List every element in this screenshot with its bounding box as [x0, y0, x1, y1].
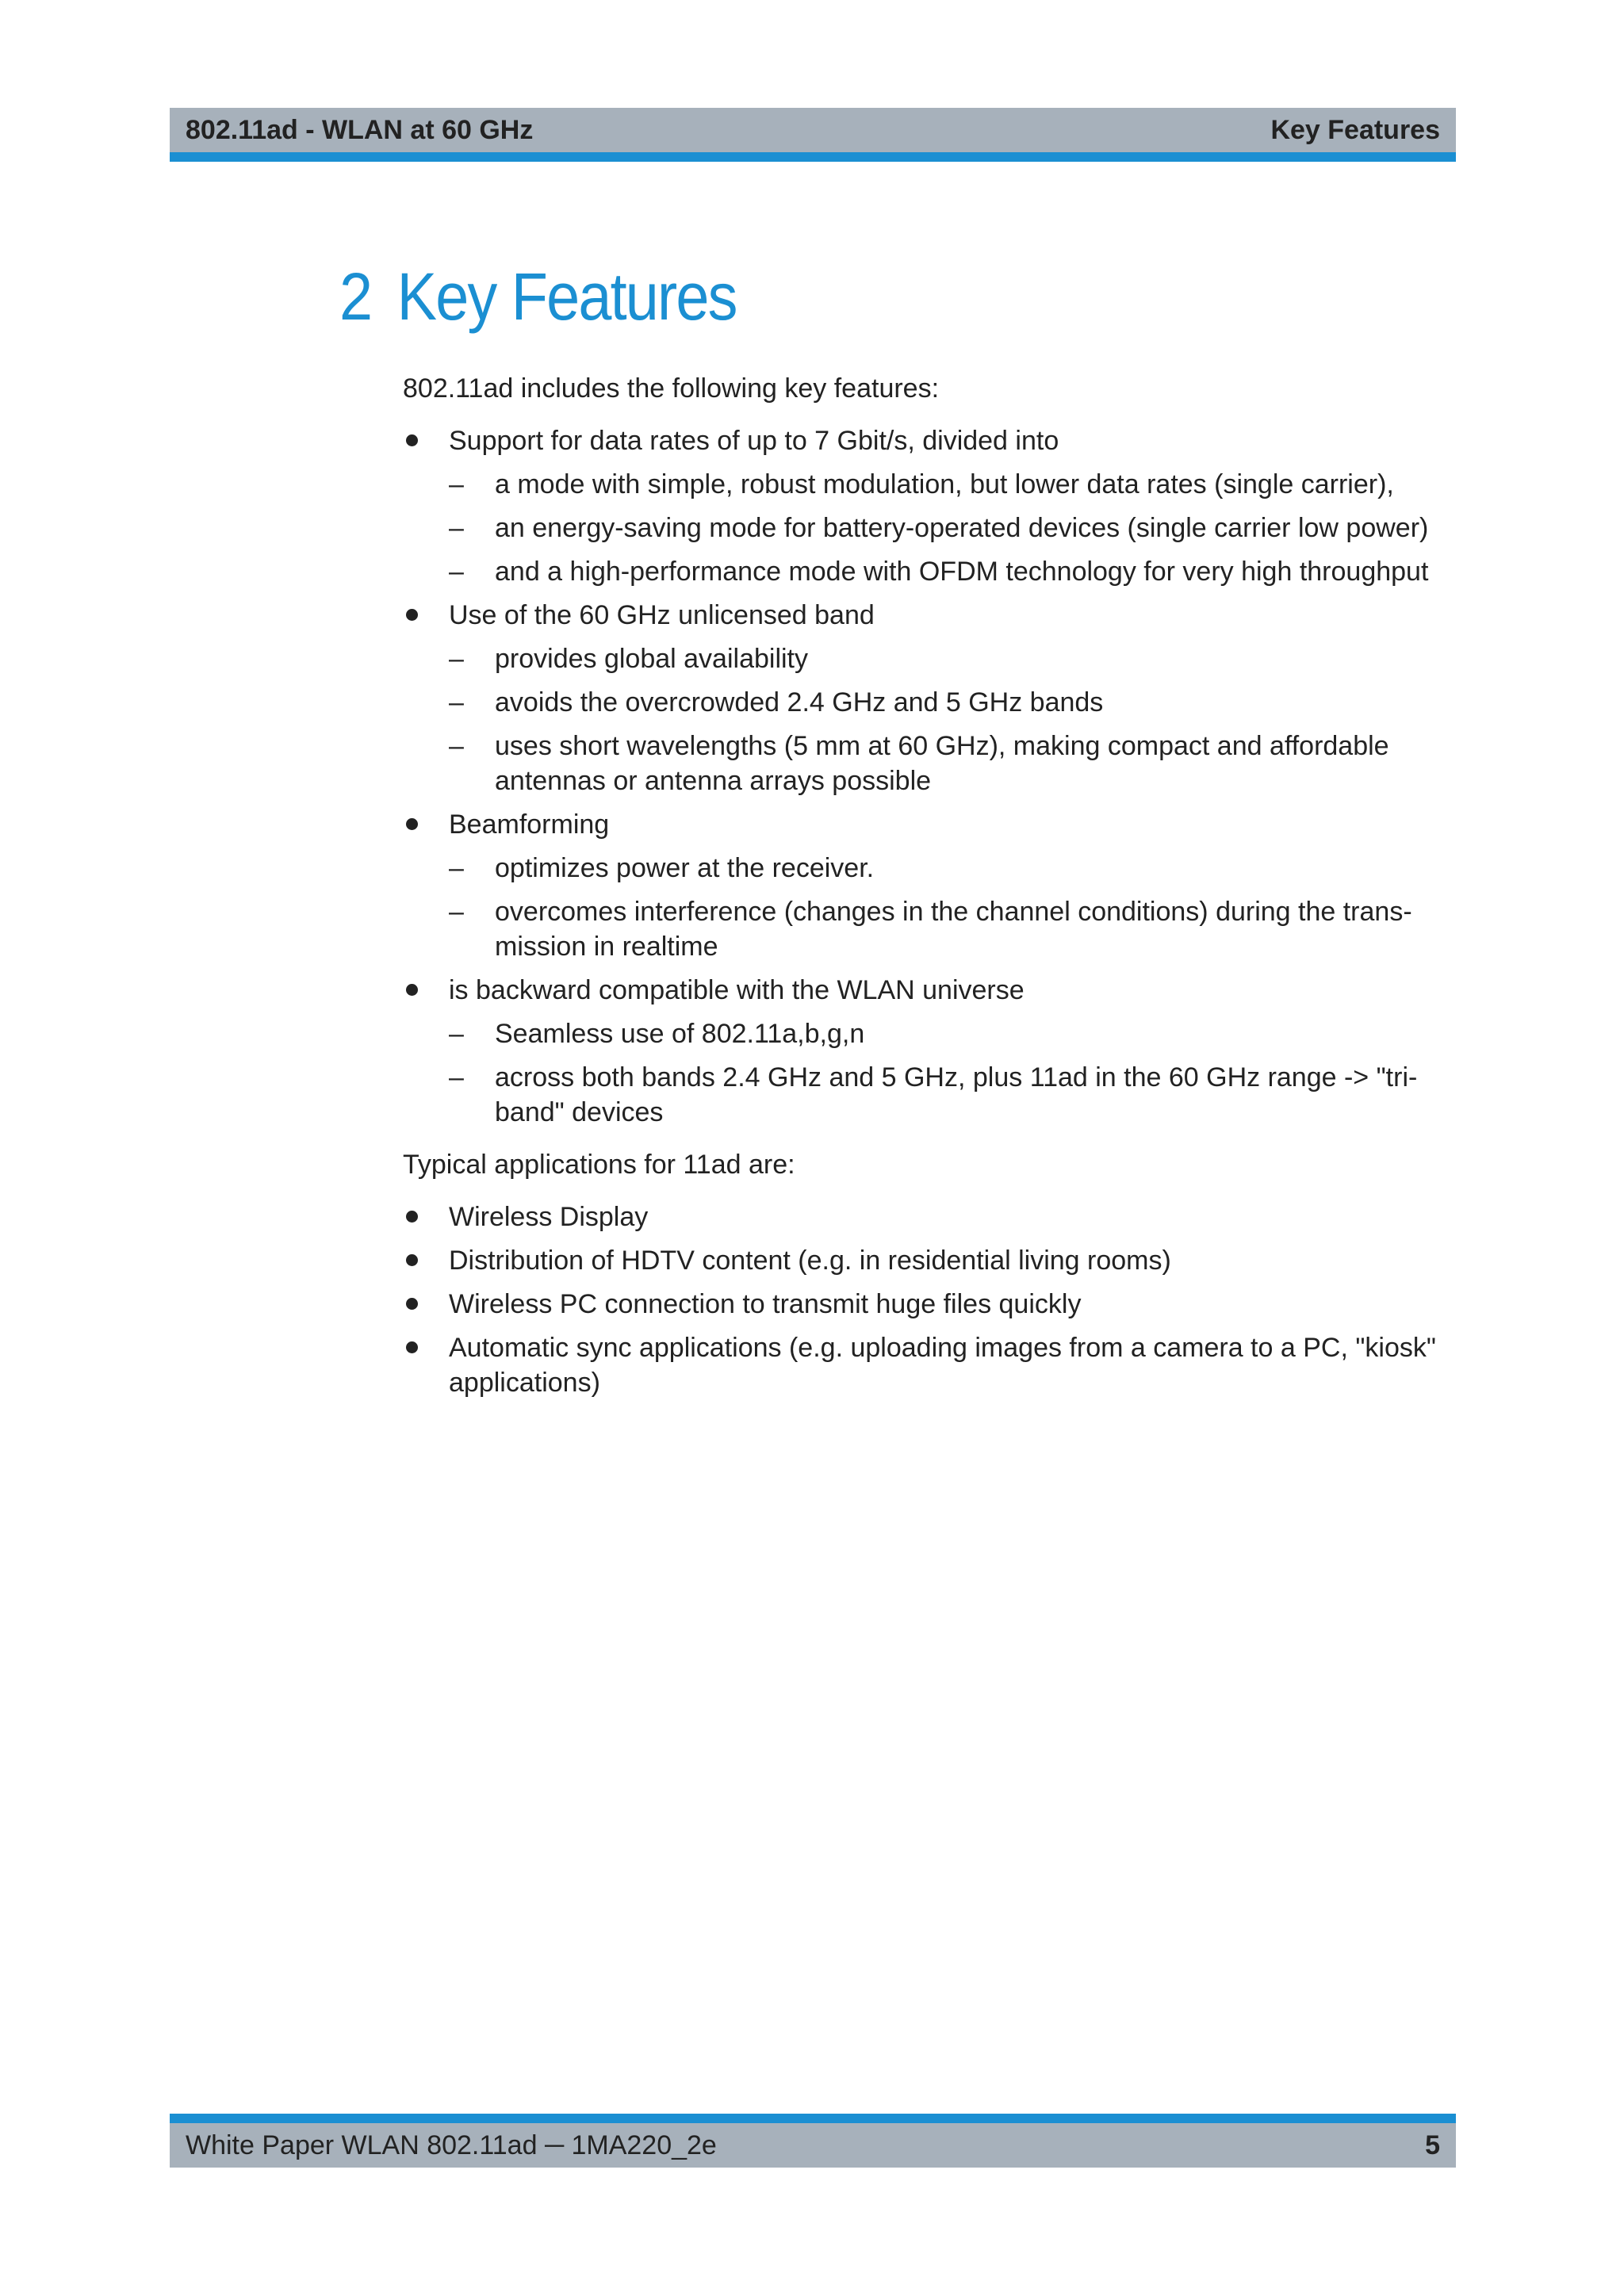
- application-text: Wireless PC connection to transmit huge files quickly: [449, 1289, 1082, 1319]
- bullet-icon: [406, 1298, 418, 1310]
- sub-item: [403, 641, 1457, 676]
- feature-text: Beamforming: [449, 809, 610, 840]
- main-content: [403, 371, 1457, 1409]
- sub-item-text: across both bands 2.4 GHz and 5 GHz, plus 11ad in the 60 GHz range -> "tri-band" devices: [495, 1062, 1418, 1127]
- sub-item-text: Seamless use of 802.11a,b,g,n: [495, 1019, 865, 1049]
- sub-item: [403, 554, 1457, 589]
- sub-item-text: optimizes power at the receiver.: [495, 853, 875, 883]
- sub-item-text: uses short wavelengths (5 mm at 60 GHz), making compact and affordable antennas or antenna arrays possible: [495, 731, 1389, 796]
- sub-item-text: avoids the overcrowded 2.4 GHz and 5 GHz bands: [495, 687, 1104, 718]
- sub-item: [403, 685, 1457, 720]
- intro-paragraph: 802.11ad includes the following key features:: [403, 373, 940, 404]
- dash-icon: –: [449, 1019, 464, 1049]
- dash-icon: –: [449, 469, 464, 499]
- feature-list: [403, 423, 1457, 1130]
- feature-item: [403, 973, 1457, 1130]
- bullet-icon: [406, 434, 418, 446]
- dash-icon: –: [449, 897, 464, 927]
- bullet-icon: [406, 818, 418, 830]
- sub-item-text: an energy-saving mode for battery-operated devices (single carrier low power): [495, 513, 1429, 543]
- application-text: Automatic sync applications (e.g. uploading images from a camera to a PC, "kiosk" applications): [449, 1333, 1436, 1398]
- sub-item: [403, 729, 1457, 798]
- feature-item: [403, 598, 1457, 798]
- sub-item: [403, 1016, 1457, 1051]
- sub-item: [403, 851, 1457, 886]
- sub-item-text: a mode with simple, robust modulation, but lower data rates (single carrier),: [495, 469, 1394, 499]
- application-item: [403, 1330, 1457, 1400]
- application-text: Distribution of HDTV content (e.g. in residential living rooms): [449, 1246, 1171, 1276]
- application-text: Wireless Display: [449, 1202, 649, 1232]
- dash-icon: –: [449, 687, 464, 718]
- sub-item: [403, 894, 1457, 964]
- footer-document-id: White Paper WLAN 802.11ad ─ 1MA220_2e: [186, 2130, 717, 2160]
- running-footer: [170, 2114, 1456, 2168]
- application-item: [403, 1243, 1457, 1278]
- sub-item-text: overcomes interference (changes in the channel conditions) during the trans-mission in realtime: [495, 897, 1412, 962]
- header-document-title: 802.11ad - WLAN at 60 GHz: [186, 115, 534, 145]
- dash-icon: –: [449, 557, 464, 587]
- feature-item: [403, 807, 1457, 964]
- bullet-icon: [406, 1341, 418, 1353]
- applications-list: [403, 1200, 1457, 1400]
- sub-item-text: provides global availability: [495, 644, 809, 674]
- bullet-icon: [406, 1211, 418, 1223]
- chapter-heading: [339, 258, 737, 335]
- chapter-number: 2: [339, 259, 372, 334]
- dash-icon: –: [449, 513, 464, 543]
- dash-icon: –: [449, 731, 464, 761]
- sub-item: [403, 511, 1457, 545]
- applications-intro: Typical applications for 11ad are:: [403, 1150, 795, 1180]
- dash-icon: –: [449, 1062, 464, 1093]
- sub-item-text: and a high-performance mode with OFDM technology for very high throughput: [495, 557, 1429, 587]
- feature-item: [403, 423, 1457, 589]
- feature-text: is backward compatible with the WLAN universe: [449, 975, 1025, 1005]
- page-number: 5: [1425, 2130, 1440, 2160]
- dash-icon: –: [449, 644, 464, 674]
- dash-icon: –: [449, 853, 464, 883]
- running-header: [170, 108, 1456, 162]
- application-item: [403, 1287, 1457, 1322]
- bullet-icon: [406, 609, 418, 621]
- feature-text: Support for data rates of up to 7 Gbit/s, divided into: [449, 426, 1059, 456]
- sub-item: [403, 467, 1457, 502]
- sub-item: [403, 1060, 1457, 1130]
- application-item: [403, 1200, 1457, 1234]
- bullet-icon: [406, 1254, 418, 1266]
- chapter-title: Key Features: [396, 259, 737, 334]
- bullet-icon: [406, 984, 418, 996]
- header-section-title: Key Features: [1270, 115, 1440, 145]
- feature-text: Use of the 60 GHz unlicensed band: [449, 600, 875, 630]
